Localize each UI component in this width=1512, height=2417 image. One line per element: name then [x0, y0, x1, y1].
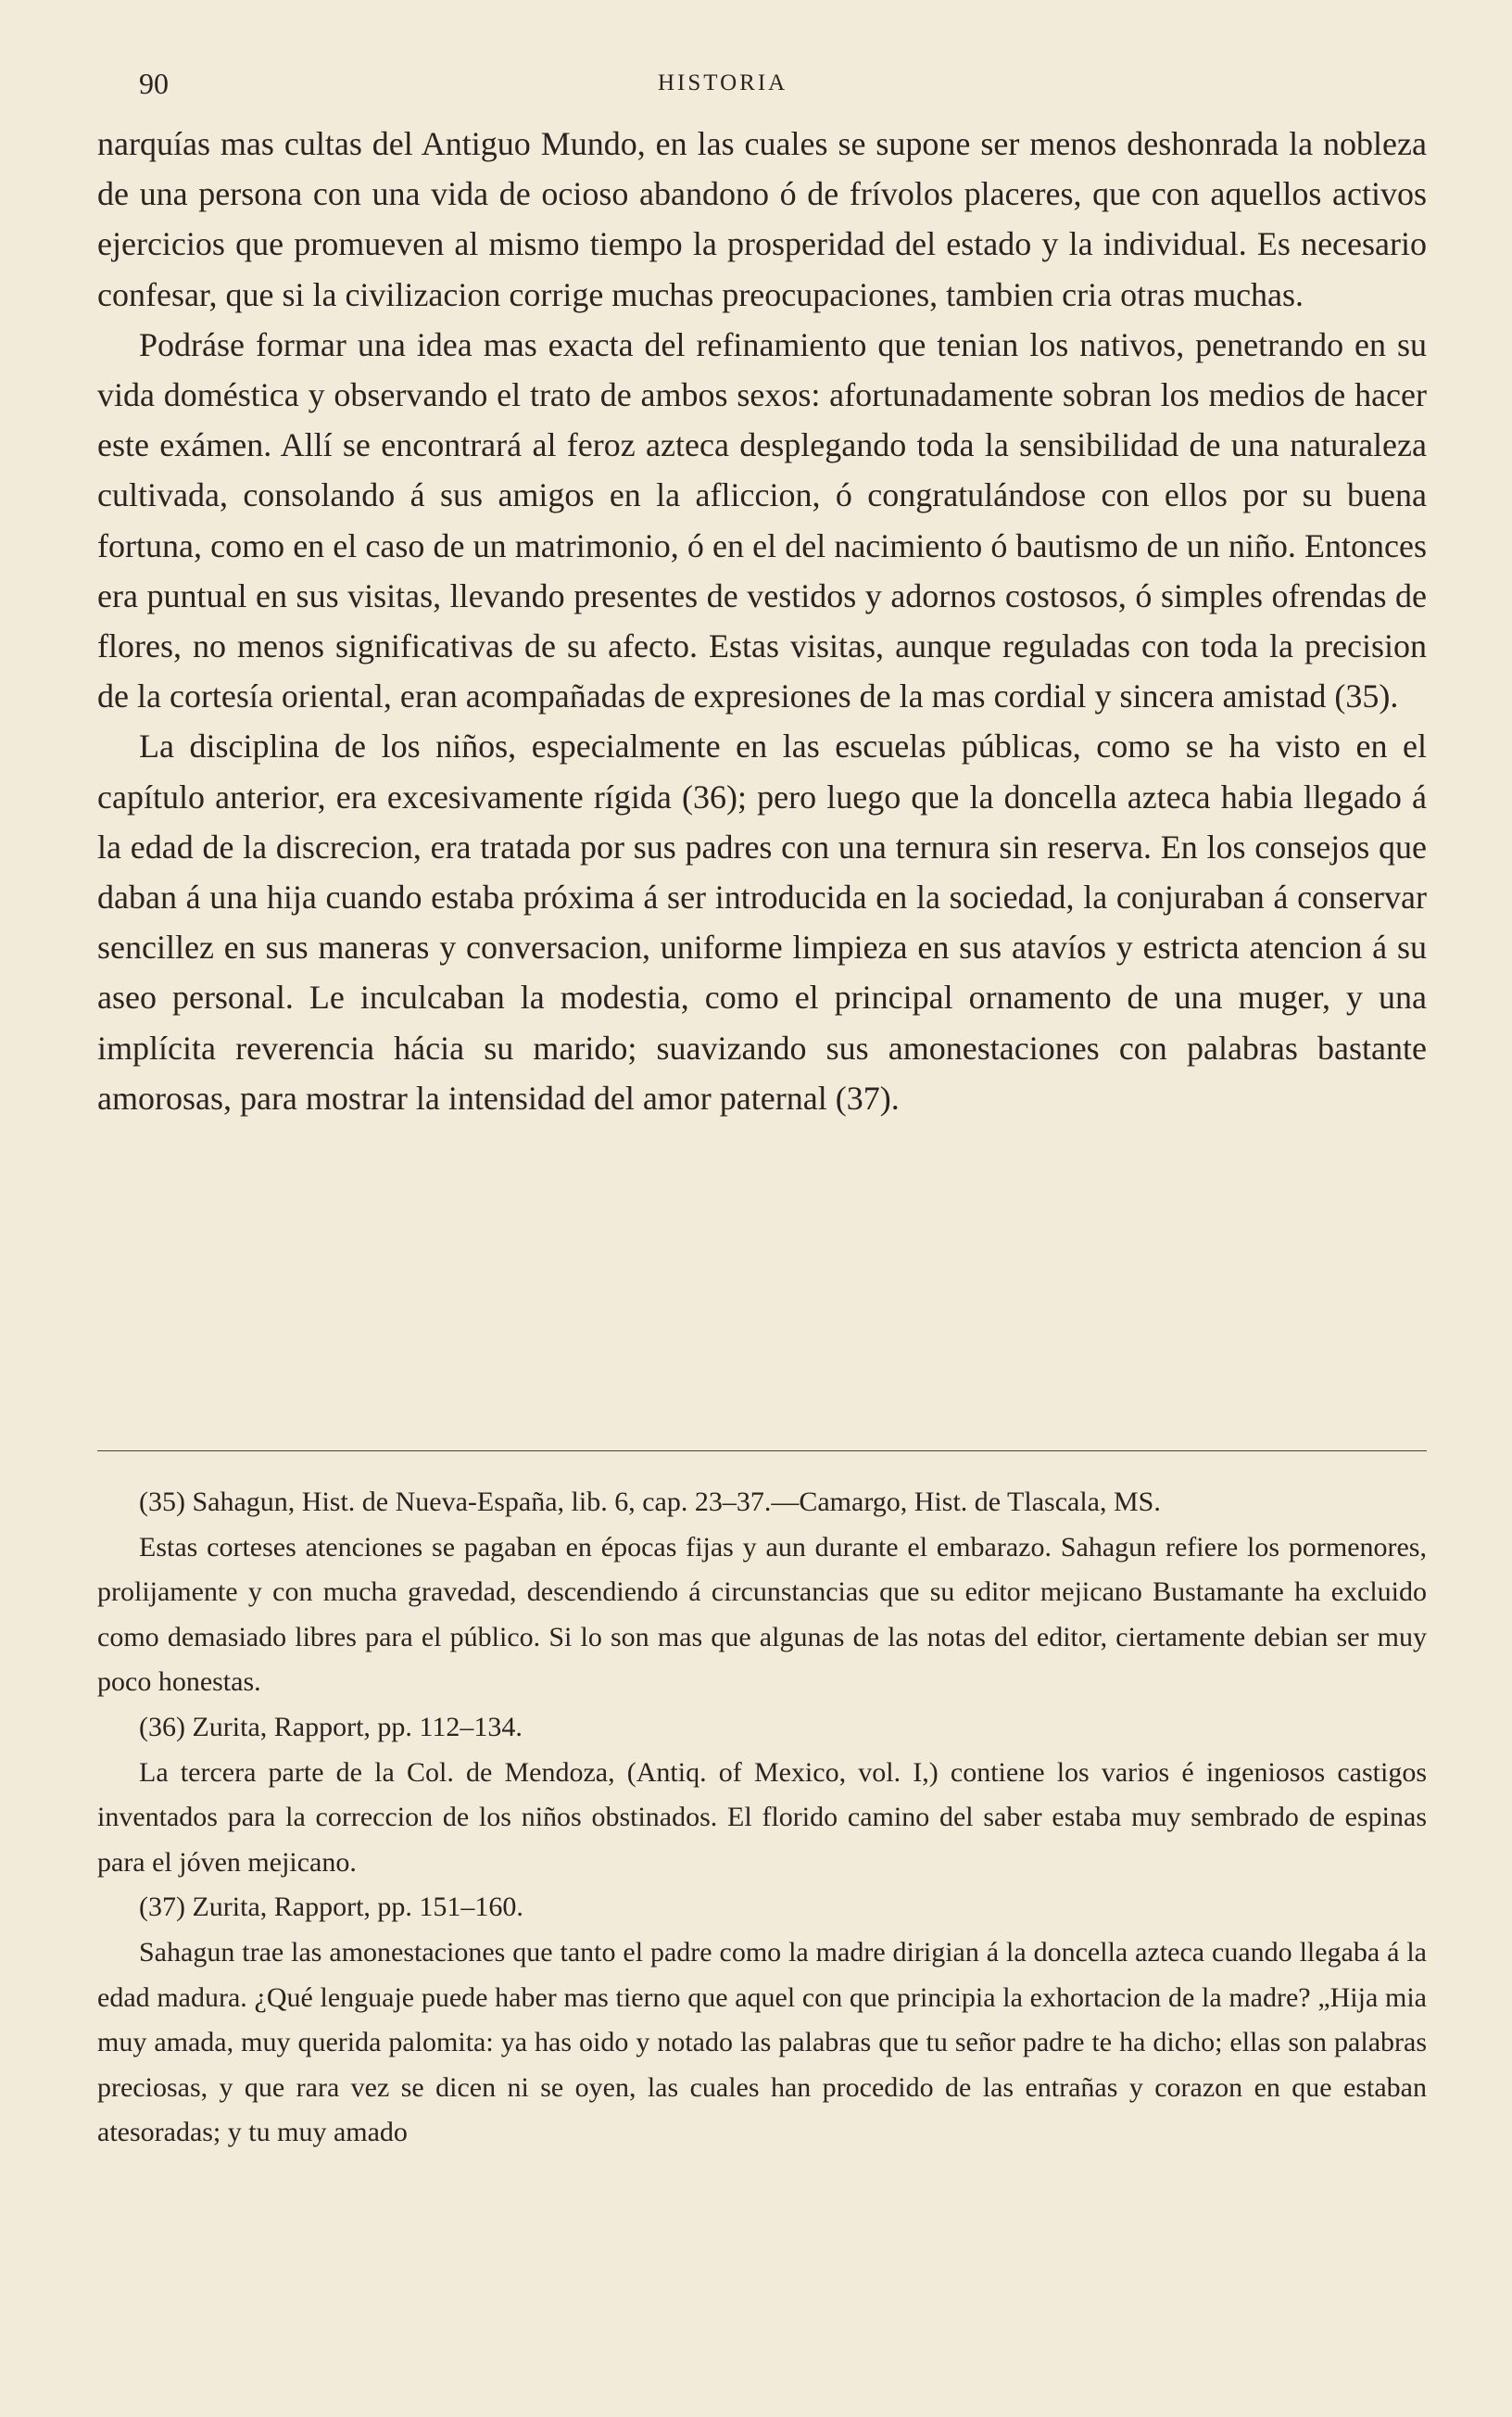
footnotes	[97, 1480, 1427, 2156]
page-number: 90	[139, 67, 169, 100]
main-text	[97, 119, 1427, 1123]
footnote-37-text: Sahagun trae las amonestaciones que tanto el padre como la madre dirigian á la doncella azteca cuando llegaba á la edad madura. ¿Qué lenguaje puede haber mas tierno que aquel con que principia la exhortacion de la madre? „Hija mia muy amada, muy querida palomita: ya has oido y notado las palabras que tu señor padre te ha dicho; ellas son palabras preciosas, y que rara vez se dicen ni se oyen, las cuales han procedido de las entrañas y corazon en que estaban atesoradas; y tu muy amado	[97, 1936, 1427, 2148]
footnote-36: (36) Zurita, Rapport, pp. 112–134.	[139, 1711, 523, 1742]
footnote-divider	[97, 1450, 1427, 1451]
running-title: HISTORIA	[658, 70, 788, 95]
paragraph: La disciplina de los niños, especialmente en las escuelas públicas, como se ha visto en el capítulo anterior, era excesivamente rígida (36); pero luego que la doncella azteca habia llegado á la edad de la discrecion, era tratada por sus padres con una ternura sin reserva. En los consejos que daban á una hija cuando estaba próxima á ser introducida en la sociedad, la conjuraban á conservar sencillez en sus maneras y conversacion, uniforme limpieza en sus atavíos y estricta atencion á su aseo personal. Le inculcaban la modestia, como el principal ornamento de una muger, y una implícita reverencia hácia su marido; suavizando sus amonestaciones con palabras bastante amorosas, para mostrar la intensidad del amor paternal (37).	[97, 728, 1427, 1117]
footnote-36-text: La tercera parte de la Col. de Mendoza, (Antiq. of Mexico, vol. I,) contiene los varios é ingeniosos castigos inventados para la correccion de los niños obstinados. El florido camino del saber estaba muy sembrado de espinas para el jóven mejicano.	[97, 1756, 1427, 1878]
footnote-35-text: Estas corteses atenciones se pagaban en épocas fijas y aun durante el embarazo. Sahagun refiere los pormenores, prolijamente y con mucha gravedad, descendiendo á circunstancias que su editor mejicano Bustamante ha excluido como demasiado libres para el público. Si lo son mas que algunas de las notas del editor, ciertamente debian ser muy poco honestas.	[97, 1531, 1427, 1698]
footnote-35: (35) Sahagun, Hist. de Nueva-España, lib. 6, cap. 23–37.—Camargo, Hist. de Tlascala, MS.	[139, 1487, 1161, 1517]
paragraph: narquías mas cultas del Antiguo Mundo, en las cuales se supone ser menos deshonrada la nobleza de una persona con una vida de ocioso abandono ó de frívolos placeres, que con aquellos activos ejercicios que promueven al mismo tiempo la prosperidad del estado y la individual. Es necesario confesar, que si la civilizacion corrige muchas preocupaciones, tambien cria otras muchas.	[97, 125, 1427, 313]
paragraph: Podráse formar una idea mas exacta del refinamiento que tenian los nativos, penetrando en su vida doméstica y observando el trato de ambos sexos: afortunadamente sobran los medios de hacer este exámen. Allí se encontrará al feroz azteca desplegando toda la sensibilidad de una naturaleza cultivada, consolando á sus amigos en la afliccion, ó congratulándose con ellos por su buena fortuna, como en el caso de un matrimonio, ó en el del nacimiento ó bautismo de un niño. Entonces era puntual en sus visitas, llevando presentes de vestidos y adornos costosos, ó simples ofrendas de flores, no menos significativas de su afecto. Estas visitas, aunque reguladas con toda la precision de la cortesía oriental, eran acompañadas de expresiones de la mas cordial y sincera amistad (35).	[97, 325, 1427, 715]
footnote-37: (37) Zurita, Rapport, pp. 151–160.	[139, 1892, 523, 1923]
running-head	[139, 67, 1427, 104]
